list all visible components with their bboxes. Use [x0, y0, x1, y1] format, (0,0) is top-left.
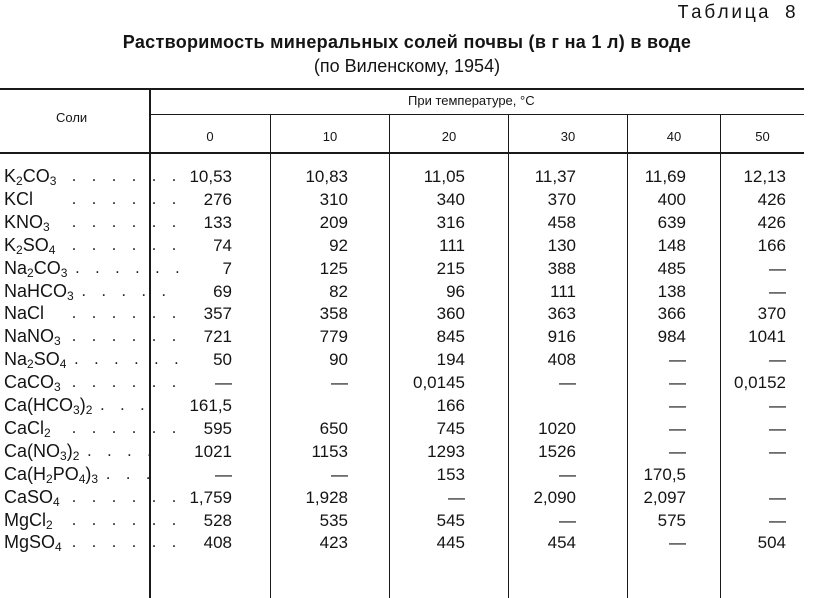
solubility-value: 153 [436, 464, 465, 484]
salt-column-header: Соли [56, 110, 88, 125]
salt-formula: MgCl$_2$ [4, 509, 53, 532]
solubility-value: 1,759 [189, 487, 232, 507]
salt-formula: CaCO$_3$ [4, 372, 61, 395]
leader-dots: . . . . . . [72, 168, 182, 185]
solubility-value: — [769, 350, 786, 370]
salt-formula: KCl [4, 188, 34, 209]
solubility-value: 360 [436, 304, 465, 324]
table-row [0, 280, 814, 303]
leader-dots: . . . . . . [72, 374, 182, 392]
solubility-value: 161,5 [189, 396, 232, 415]
leader-dots: . . . . . . [72, 511, 182, 529]
solubility-value: 504 [757, 533, 786, 553]
table-title: Растворимость минеральных солей почвы (в г на 1 л) в воде [122, 32, 692, 52]
leader-dots: . . . . . . [72, 488, 182, 506]
table-row [0, 463, 814, 486]
salt-formula: $Ca(HCO_3)_2$ [4, 395, 93, 417]
solubility-value: 10,53 [189, 167, 232, 186]
table-row [0, 440, 814, 463]
solubility-value: 92 [329, 235, 348, 255]
table-row [0, 509, 814, 532]
temperature-column-header: 40 [666, 129, 682, 144]
solubility-value: 130 [547, 235, 576, 255]
solubility-value: 1041 [748, 327, 786, 347]
table-row [0, 188, 814, 211]
salt-formula: $KNO_3$ [4, 211, 50, 234]
solubility-value: 408 [203, 533, 232, 553]
leader-dots: . . . . [87, 442, 158, 460]
solubility-value: 545 [436, 510, 465, 530]
solubility-value: 170,5 [643, 464, 686, 484]
leader-dots: . . . . . . [72, 190, 182, 208]
solubility-value: — [669, 350, 686, 370]
solubility-value: 69 [213, 281, 232, 301]
solubility-value: 209 [319, 212, 348, 232]
table-row [0, 348, 814, 371]
solubility-value: 2,097 [643, 487, 686, 507]
solubility-value: 50 [213, 350, 232, 370]
solubility-value: 12,13 [743, 167, 786, 186]
solubility-value: 357 [203, 304, 232, 324]
solubility-value: 408 [547, 350, 576, 370]
leader-dots: . . . . . . [72, 213, 182, 231]
solubility-value: 916 [547, 327, 576, 347]
salt-formula: CaCl$_2$ [4, 417, 51, 440]
solubility-value: 1293 [427, 441, 465, 461]
solubility-value: 358 [319, 304, 348, 324]
solubility-value: — [331, 373, 348, 393]
solubility-value: 363 [547, 304, 576, 324]
header-bottom-rule [0, 152, 804, 154]
solubility-value: — [448, 487, 465, 507]
solubility-value: — [769, 487, 786, 507]
solubility-value: 445 [436, 533, 465, 553]
solubility-value: — [769, 441, 786, 461]
table-row [0, 325, 814, 348]
table-row [0, 165, 814, 188]
leader-dots: . . . . . . [72, 419, 182, 437]
solubility-value: 845 [436, 327, 465, 347]
solubility-value: 11,05 [423, 167, 465, 186]
temperature-header: При температуре, °С [408, 93, 535, 108]
solubility-value: — [669, 418, 686, 438]
solubility-value: 166 [757, 235, 786, 255]
solubility-value: 370 [757, 304, 786, 324]
salt-formula: $K_2CO_3$ [4, 166, 57, 188]
solubility-value: 1020 [538, 418, 576, 438]
solubility-value: 10,83 [305, 167, 348, 186]
solubility-value: 366 [657, 304, 686, 324]
table-row [0, 302, 814, 325]
solubility-value: — [669, 396, 686, 415]
solubility-value: 7 [222, 258, 232, 278]
top-rule [0, 88, 804, 90]
solubility-value: 426 [757, 212, 786, 232]
solubility-value: — [769, 418, 786, 438]
solubility-value: 74 [213, 235, 232, 255]
solubility-value: — [559, 510, 576, 530]
solubility-value: 779 [319, 327, 348, 347]
solubility-value: 650 [319, 418, 348, 438]
salt-formula: NaCl [4, 303, 45, 324]
solubility-value: 148 [657, 235, 686, 255]
leader-dots: . . . . . . [74, 351, 185, 369]
leader-dots: . . . . . [81, 282, 172, 300]
temperature-column-header: 0 [206, 129, 214, 144]
solubility-value: 639 [657, 212, 686, 232]
solubility-value: 458 [547, 212, 576, 232]
temperature-column-header: 30 [560, 129, 576, 144]
leader-dots: . . . . . . [72, 305, 182, 323]
salt-formula: MgSO$_4$ [4, 532, 62, 555]
salt-formula: $Ca(H_2PO_4)_3$ [4, 463, 99, 486]
solubility-value: 1,928 [305, 487, 348, 507]
solubility-value: 96 [446, 281, 465, 301]
temperature-column-header: 50 [755, 129, 770, 144]
solubility-value: 125 [319, 258, 348, 278]
solubility-value: — [669, 533, 686, 553]
solubility-value: 11,69 [644, 167, 686, 186]
solubility-value: 528 [203, 510, 232, 530]
solubility-value: 316 [436, 212, 465, 232]
solubility-value: — [669, 373, 686, 393]
temp-header-rule [150, 114, 804, 115]
solubility-value: — [669, 441, 686, 461]
solubility-value: 388 [547, 258, 576, 278]
solubility-value: — [215, 373, 232, 393]
salt-formula: NaHCO$_3$ [4, 280, 74, 303]
temperature-column-header: 10 [322, 129, 338, 144]
solubility-value: 370 [547, 189, 576, 209]
solubility-value: 575 [657, 510, 686, 530]
solubility-value: 133 [203, 212, 232, 232]
solubility-value: — [769, 396, 786, 415]
solubility-value: 111 [550, 281, 576, 301]
solubility-value: 423 [319, 533, 348, 553]
solubility-value: 310 [319, 189, 348, 209]
table-row [0, 486, 814, 509]
salt-formula: $K_2SO_4$ [4, 234, 56, 257]
solubility-value: 90 [329, 350, 348, 370]
solubility-value: — [331, 464, 348, 484]
solubility-value: 400 [657, 189, 686, 209]
solubility-value: 166 [436, 396, 465, 415]
solubility-value: 0,0145 [413, 373, 465, 393]
leader-dots: . . . [100, 397, 151, 414]
salt-formula: $Na_2SO_4$ [4, 349, 67, 372]
salt-formula: CaSO$_4$ [4, 486, 60, 509]
solubility-value: 1021 [194, 441, 232, 461]
solubility-value: 194 [436, 350, 465, 370]
solubility-value: 1153 [311, 441, 348, 461]
solubility-value: 111 [439, 235, 465, 255]
solubility-value: 984 [657, 327, 686, 347]
table-row [0, 394, 814, 417]
table-row [0, 531, 814, 554]
solubility-value: — [769, 281, 786, 301]
solubility-value: 485 [657, 258, 686, 278]
solubility-value: 595 [203, 418, 232, 438]
solubility-value: — [559, 464, 576, 484]
leader-dots: . . . . . . [72, 236, 182, 254]
table-row [0, 211, 814, 234]
solubility-value: 535 [319, 510, 348, 530]
solubility-value: 2,090 [533, 487, 576, 507]
solubility-value: 82 [329, 281, 348, 301]
leader-dots: . . . . . . [72, 534, 182, 552]
solubility-value: 276 [203, 189, 232, 209]
solubility-value: 215 [436, 258, 465, 278]
solubility-value: 426 [757, 189, 786, 209]
table-row [0, 371, 814, 394]
solubility-value: 1526 [538, 441, 576, 461]
solubility-value: 721 [203, 327, 232, 347]
temperature-column-header: 20 [441, 129, 457, 144]
table-row [0, 257, 814, 280]
salt-formula: NaNO$_3$ [4, 326, 61, 349]
solubility-value: 340 [436, 189, 465, 209]
leader-dots: . . . [106, 465, 157, 483]
solubility-value: — [559, 373, 576, 393]
salt-formula: $Ca(NO_3)_2$ [4, 440, 80, 463]
table-row [0, 234, 814, 257]
solubility-value: 454 [547, 533, 576, 553]
solubility-value: 745 [436, 418, 465, 438]
table-subtitle: (по Виленскому, 1954) [313, 56, 501, 76]
salt-formula: $Na_2CO_3$ [4, 257, 68, 280]
leader-dots: . . . . . . [75, 259, 186, 277]
solubility-value: 11,37 [534, 167, 576, 186]
table-number-label: Таблица 8 [677, 2, 798, 24]
solubility-value: — [769, 510, 786, 530]
solubility-value: — [215, 464, 232, 484]
solubility-value: 0,0152 [734, 373, 786, 393]
solubility-value: 138 [657, 281, 686, 301]
solubility-value: — [769, 258, 786, 278]
leader-dots: . . . . . . [72, 328, 182, 346]
table-row [0, 417, 814, 440]
